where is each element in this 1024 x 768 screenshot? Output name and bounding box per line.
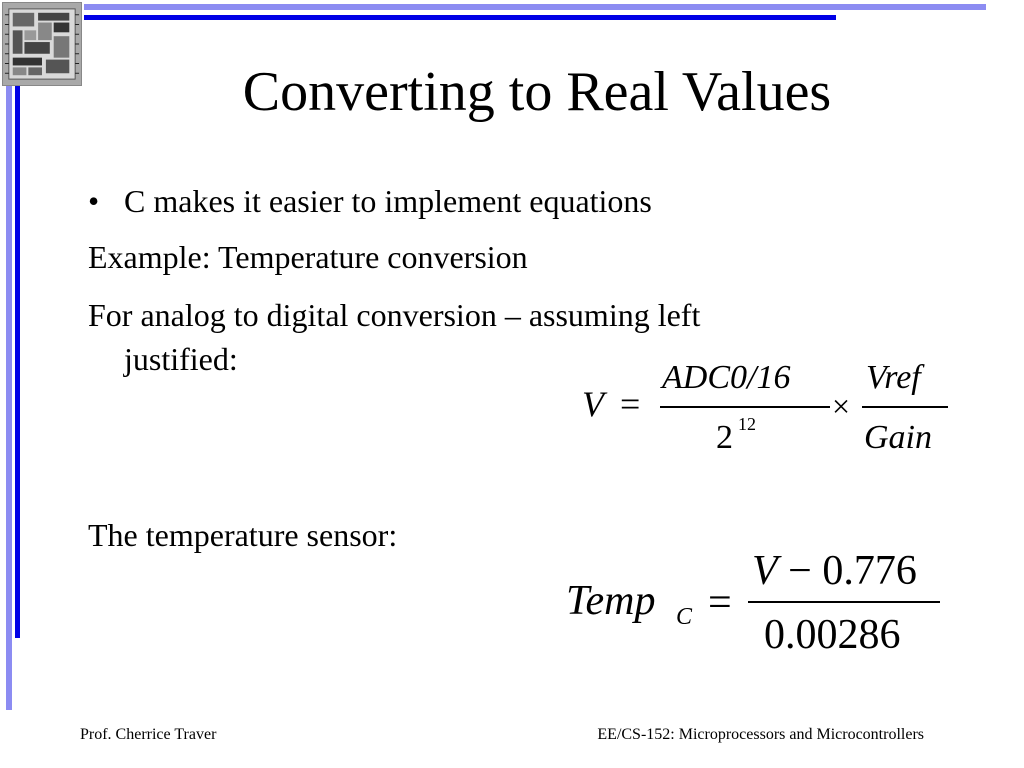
top-accent-bar-light	[84, 4, 986, 10]
eq1-fraction-bar-2	[862, 406, 948, 408]
top-accent-bar-dark	[84, 15, 836, 20]
example-line: Example: Temperature conversion	[88, 239, 528, 275]
eq1-lhs: V	[582, 384, 604, 424]
eq2-equals: =	[708, 580, 732, 626]
chip-die-logo	[2, 2, 82, 86]
footer-author: Prof. Cherrice Traver	[80, 726, 217, 743]
chip-die-icon	[3, 3, 81, 85]
eq2-numerator: V − 0.776	[752, 548, 917, 594]
adc-line-1: For analog to digital conversion – assuming left	[88, 297, 701, 333]
left-accent-bar-dark	[15, 8, 20, 638]
eq1-equals: =	[620, 384, 641, 424]
eq1-numerator: ADC0/16	[662, 359, 791, 396]
eq2-denominator: 0.00286	[764, 612, 901, 658]
eq2-lhs-subscript: C	[676, 604, 693, 630]
eq1-denominator-exponent: 12	[738, 414, 756, 434]
eq1-fraction-bar-1	[660, 406, 830, 408]
eq2-fraction-bar	[748, 601, 940, 603]
adc-line-2: justified:	[124, 341, 238, 377]
eq2-lhs: Temp	[566, 578, 656, 624]
bullet-text-c-equations: C makes it easier to implement equations	[124, 183, 652, 219]
eq1-denominator-base: 2	[716, 419, 733, 456]
bullet-marker: •	[88, 183, 100, 219]
footer-course: EE/CS-152: Microprocessors and Microcontrollers	[597, 726, 924, 743]
eq1-numerator-2: Vref	[866, 359, 921, 396]
eq1-denominator-2: Gain	[864, 419, 932, 456]
eq2-numerator-text	[752, 548, 921, 594]
sensor-line: The temperature sensor:	[88, 517, 398, 553]
left-accent-bar-light	[6, 86, 12, 710]
slide-title: Converting to Real Values	[242, 61, 832, 123]
eq1-times: ×	[832, 388, 851, 424]
